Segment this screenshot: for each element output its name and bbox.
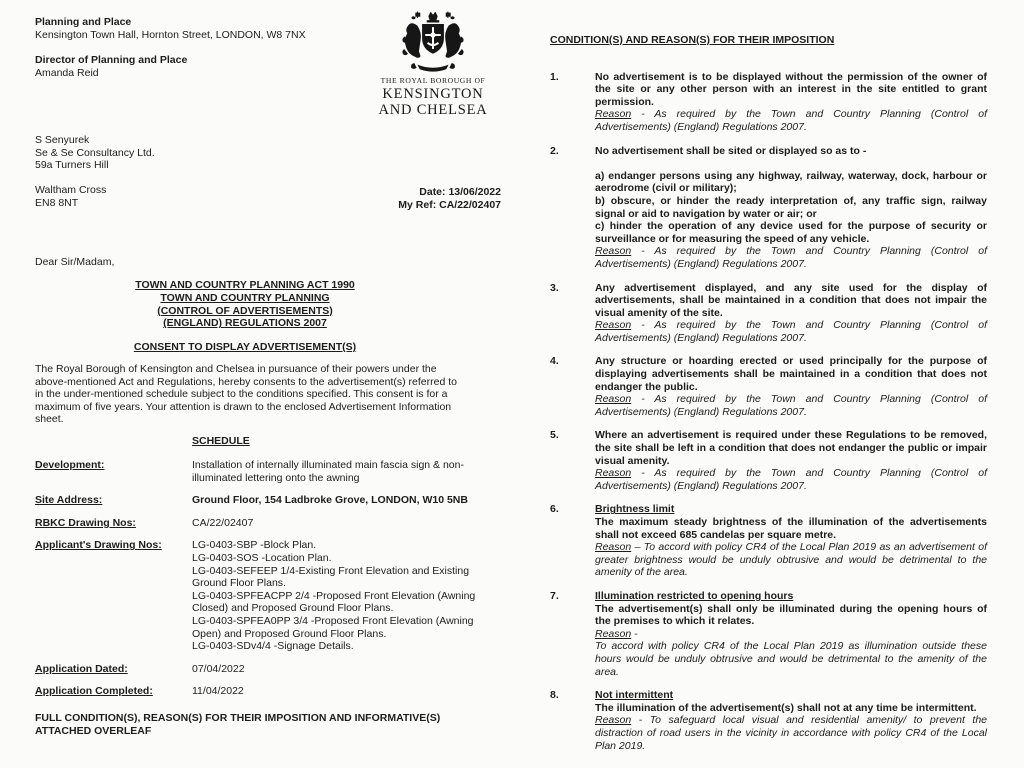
condition-reason — [595, 541, 987, 579]
borough-logo — [369, 10, 497, 118]
recipient-line: 59a Turners Hill — [35, 159, 109, 172]
logo-name-line2: AND CHELSEA — [378, 102, 488, 118]
consent-title: CONSENT TO DISPLAY ADVERTISEMENT(S) — [133, 341, 357, 353]
reason-label: Reason — [595, 245, 632, 258]
act-title-line: TOWN AND COUNTRY PLANNING ACT 1990 — [135, 279, 355, 291]
schedule-label: Site Address: — [35, 494, 103, 507]
condition-7 — [550, 590, 990, 678]
condition-text: Any structure or hoarding erected or used principally for the purpose of displaying advertisements shall be maintained in a condition that does not endanger the public. — [595, 355, 987, 393]
condition-6 — [550, 503, 990, 579]
schedule-label: Application Completed: — [35, 685, 153, 698]
reason-label: Reason — [595, 467, 632, 480]
borough-crest-icon — [394, 10, 472, 74]
recipient-address — [35, 134, 155, 210]
schedule-row-applicant-drawings — [35, 539, 500, 652]
schedule-row-application-dated — [35, 663, 500, 676]
condition-text: The maximum steady brightness of the illumination of the advertisements shall not exceed 685 candelas per square metre. — [595, 516, 987, 541]
department-address: Kensington Town Hall, Hornton Street, LONDON, W8 7NX — [35, 28, 306, 41]
recipient-line: Se & Se Consultancy Ltd. — [35, 146, 155, 159]
conditions-list — [550, 71, 990, 753]
schedule-value: Ground Floor, 154 Ladbroke Grove, LONDON, W10 5NB — [192, 494, 468, 507]
schedule-label: Application Dated: — [35, 662, 128, 675]
recipient-line — [35, 172, 155, 185]
schedule-value: Installation of internally illuminated main fascia sign & non-illuminated lettering onto the awning — [192, 459, 464, 484]
schedule-value — [192, 539, 492, 652]
act-title-line: (ENGLAND) REGULATIONS 2007 — [163, 317, 327, 330]
condition-text: Where an advertisement is required under these Regulations to be removed, the site shall be left in a condition that does not endanger the public or impair visual amenity. — [595, 429, 987, 467]
condition-reason — [595, 467, 987, 492]
letter-reference: My Ref: CA/22/02407 — [398, 198, 501, 211]
director-title: Director of Planning and Place — [35, 54, 188, 67]
schedule-label: Development: — [35, 459, 105, 471]
condition-text: The advertisement(s) shall only be illuminated during the opening hours of the premises to which it relates. — [595, 602, 987, 628]
letter-date: Date: 13/06/2022 — [419, 186, 501, 198]
department-name: Planning and Place — [35, 16, 132, 28]
schedule-row-rbkc-drawing — [35, 517, 500, 530]
condition-reason-label-line — [595, 628, 987, 641]
reason-text: - As required by the Town and Country Planning (Control of Advertisements) (England) Regulations 2007. — [595, 108, 987, 133]
reason-text: - As required by the Town and Country Planning (Control of Advertisements) (England) Regulations 2007. — [595, 245, 987, 270]
schedule-table — [35, 459, 500, 708]
condition-8 — [550, 689, 990, 752]
schedule-row-application-completed — [35, 685, 500, 698]
condition-reason — [595, 714, 987, 752]
drawing-number: LG-0403-SEFEEP 1/4-Existing Front Elevation and Existing Ground Floor Plans. — [192, 564, 470, 590]
sender-block — [35, 16, 306, 79]
condition-1 — [550, 71, 990, 134]
spacer — [35, 41, 306, 54]
act-title-block — [35, 279, 455, 330]
condition-text: No advertisement shall be sited or displayed so as to - — [595, 144, 867, 157]
reason-label: Reason — [595, 627, 632, 640]
schedule-title: SCHEDULE — [192, 435, 250, 447]
recipient-line: S Senyurek — [35, 134, 90, 146]
conditions-heading: CONDITION(S) AND REASON(S) FOR THEIR IMPOSITION — [550, 34, 835, 46]
condition-title: Brightness limit — [595, 503, 675, 516]
condition-number: 5. — [550, 429, 559, 442]
conditions-page — [550, 0, 990, 768]
recipient-line: Waltham Cross — [35, 184, 107, 197]
reason-text: - To safeguard local visual and residential amenity/ to prevent the distraction of road users in the vicinity in accordance with policy CR4 of the Local Plan 2019. — [595, 714, 987, 752]
condition-number: 7. — [550, 589, 559, 602]
condition-2 — [550, 145, 990, 271]
condition-number: 8. — [550, 689, 559, 702]
schedule-row-site-address — [35, 494, 500, 507]
drawing-number: LG-0403-SDv4/4 -Signage Details. — [192, 640, 354, 653]
condition-reason — [595, 108, 987, 133]
condition-number: 3. — [550, 281, 559, 294]
condition-5 — [550, 429, 990, 492]
condition-number: 2. — [550, 144, 559, 157]
reason-label: Reason — [595, 108, 632, 121]
schedule-row-development — [35, 459, 500, 484]
drawing-number: LG-0403-SPFEACPP 2/4 -Proposed Front Elevation (Awning Closed) and Proposed Ground Floor Plans. — [192, 589, 476, 615]
reason-text: - As required by the Town and Country Planning (Control of Advertisements) (England) Regulations 2007. — [595, 319, 987, 344]
act-title-line: (CONTROL OF ADVERTISEMENTS) — [157, 304, 333, 317]
condition-text: a) endanger persons using any highway, railway, waterway, dock, harbour or aerodrome (civil or military); — [595, 169, 987, 195]
condition-reason: To accord with policy CR4 of the Local Plan 2019 as illumination outside these hours would be unduly obtrusive and would be detrimental to the amenity of the area. — [595, 640, 987, 678]
letter-page — [35, 0, 500, 768]
schedule-label: RBKC Drawing Nos: — [35, 516, 136, 529]
schedule-value: 11/04/2022 — [192, 685, 244, 698]
condition-number: 4. — [550, 355, 559, 368]
reason-label: Reason — [595, 393, 632, 406]
act-title-line: TOWN AND COUNTRY PLANNING — [160, 291, 330, 304]
footer-note: FULL CONDITION(S), REASON(S) FOR THEIR IMPOSITION AND INFORMATIVE(S) ATTACHED OVERLEAF — [35, 712, 441, 737]
recipient-line: EN8 8NT — [35, 196, 79, 209]
drawing-number: LG-0403-SPFEA0PP 3/4 -Proposed Front Elevation (Awning Open) and Proposed Ground Floor Plans. — [192, 614, 474, 640]
condition-reason — [595, 319, 987, 344]
schedule-value: CA/22/02407 — [192, 516, 254, 529]
condition-reason — [595, 393, 987, 418]
director-name: Amanda Reid — [35, 66, 99, 79]
condition-text: No advertisement is to be displayed without the permission of the owner of the site or any other person with an interest in the site entitled to grant permission. — [595, 70, 987, 108]
reason-label: Reason — [595, 714, 632, 727]
condition-text: b) obscure, or hinder the ready interpretation of, any traffic sign, railway signal or aid to navigation by water or air; or — [595, 194, 987, 220]
drawing-number: LG-0403-SOS -Location Plan. — [192, 551, 332, 564]
intro-paragraph: The Royal Borough of Kensington and Chelsea in pursuance of their powers under the above-mentioned Act and Regulations, hereby consents to the advertisement(s) referred to in the under-mentioned schedule subject to the conditions specified. This consent is for a maximum of five years. Your attention is drawn to the enclosed Advertisement Information sheet. — [35, 363, 457, 426]
salutation: Dear Sir/Madam, — [35, 256, 115, 268]
schedule-value: 07/04/2022 — [192, 662, 245, 675]
logo-tagline: THE ROYAL BOROUGH OF — [380, 76, 486, 85]
reason-text: - As required by the Town and Country Planning (Control of Advertisements) (England) Regulations 2007. — [595, 467, 987, 492]
schedule-label: Applicant's Drawing Nos: — [35, 539, 162, 552]
date-reference-block — [235, 186, 501, 211]
condition-number: 1. — [550, 70, 559, 83]
reason-dash: - — [634, 627, 638, 640]
condition-4 — [550, 355, 990, 418]
condition-number: 6. — [550, 503, 559, 516]
condition-title: Illumination restricted to opening hours — [595, 589, 794, 602]
reason-label: Reason — [595, 541, 632, 554]
condition-3 — [550, 282, 990, 345]
reason-text: - As required by the Town and Country Planning (Control of Advertisements) (England) Regulations 2007. — [595, 393, 987, 418]
logo-name-line1: KENSINGTON — [382, 86, 484, 102]
condition-text: The illumination of the advertisement(s) shall not at any time be intermittent. — [595, 701, 977, 714]
drawing-number: LG-0403-SBP -Block Plan. — [192, 539, 317, 552]
reason-text: – To accord with policy CR4 of the Local Plan 2019 as an advertisement of greater brightness would be unduly obtrusive and would be detrimental to the amenity of the area. — [595, 541, 987, 579]
condition-text: Any advertisement displayed, and any site used for the display of advertisements, shall be maintained in a condition that does not impair the visual amenity of the site. — [595, 281, 987, 319]
condition-text: c) hinder the operation of any device used for the purpose of security or surveillance or for measuring the speed of any vehicle. — [595, 220, 987, 245]
condition-title: Not intermittent — [595, 689, 674, 702]
condition-reason — [595, 245, 987, 270]
reason-label: Reason — [595, 319, 632, 332]
